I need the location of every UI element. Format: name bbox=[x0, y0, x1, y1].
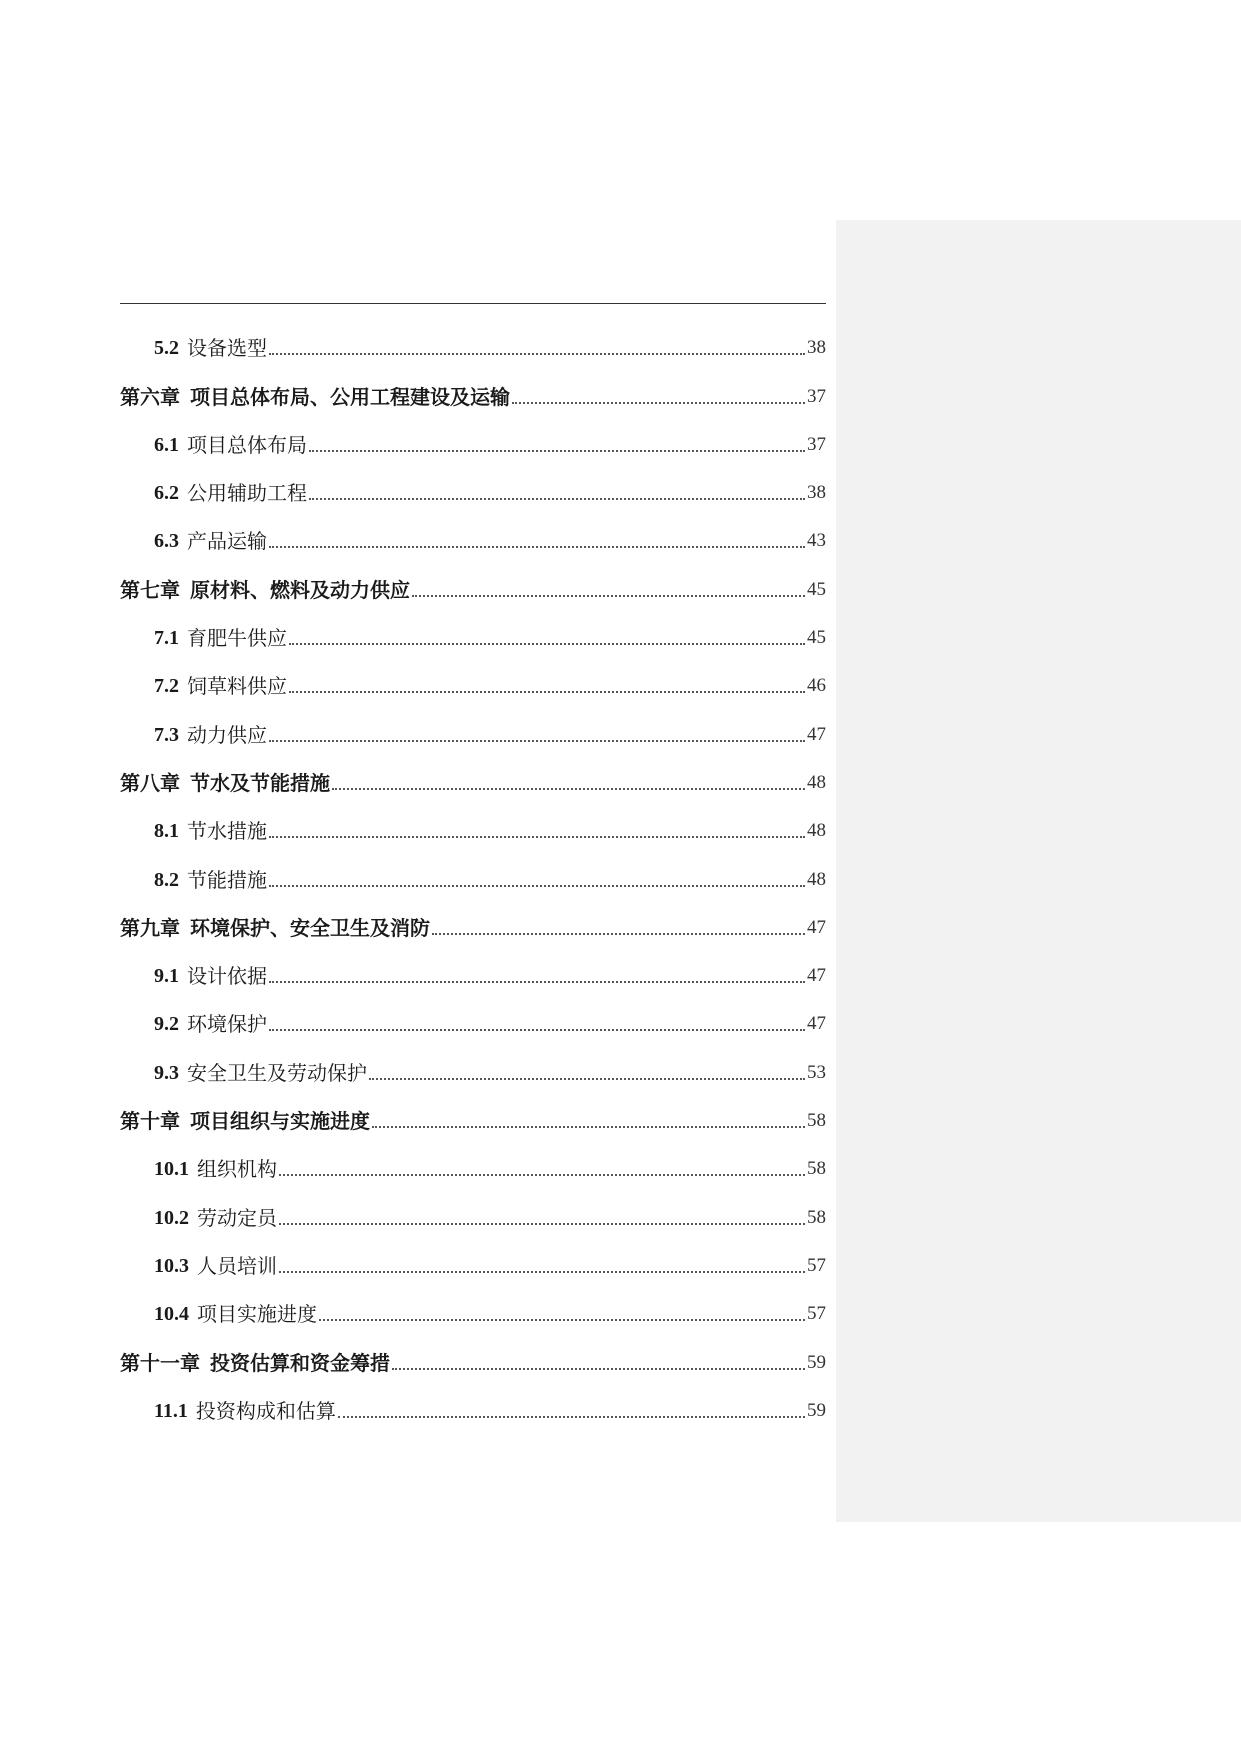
toc-page-number: 47 bbox=[807, 1013, 826, 1035]
toc-entry-title: 公用辅助工程 bbox=[187, 481, 307, 506]
toc-entry-title: 节水措施 bbox=[187, 819, 267, 844]
toc-page-number: 47 bbox=[807, 916, 826, 938]
toc-section-entry[interactable] bbox=[120, 946, 826, 994]
toc-section-entry[interactable] bbox=[120, 801, 826, 849]
toc-dot-leader bbox=[338, 1416, 805, 1418]
toc-page-number: 58 bbox=[807, 1158, 826, 1180]
toc-entry-number: 第十章 bbox=[120, 1109, 180, 1134]
toc-section-entry[interactable] bbox=[120, 608, 826, 656]
toc-entry-title: 项目总体布局、公用工程建设及运输 bbox=[190, 384, 510, 409]
toc-section-entry[interactable] bbox=[120, 1284, 826, 1332]
toc-page-number: 48 bbox=[807, 771, 826, 793]
toc-section-entry[interactable] bbox=[120, 704, 826, 752]
toc-dot-leader bbox=[412, 595, 805, 597]
toc-entry-number: 6.1 bbox=[154, 433, 179, 456]
toc-entry-title: 产品运输 bbox=[187, 529, 267, 554]
toc-page-number: 46 bbox=[807, 675, 826, 697]
toc-page-number: 53 bbox=[807, 1061, 826, 1083]
toc-entry-number: 10.2 bbox=[154, 1206, 189, 1229]
toc-entry-title: 设备选型 bbox=[187, 336, 267, 361]
toc-entry-title: 饲草料供应 bbox=[187, 674, 287, 699]
toc-entry-number: 第八章 bbox=[120, 770, 180, 795]
table-of-contents bbox=[120, 318, 826, 1429]
toc-page-number: 59 bbox=[807, 1351, 826, 1373]
toc-section-entry[interactable] bbox=[120, 463, 826, 511]
toc-section-entry[interactable] bbox=[120, 1042, 826, 1090]
toc-section-entry[interactable] bbox=[120, 415, 826, 463]
toc-entry-number: 6.3 bbox=[154, 530, 179, 553]
toc-entry-number: 7.3 bbox=[154, 723, 179, 746]
toc-entry-number: 第十一章 bbox=[120, 1350, 200, 1375]
toc-entry-title: 项目实施进度 bbox=[197, 1302, 317, 1327]
toc-entry-title: 动力供应 bbox=[187, 722, 267, 747]
toc-page-number: 57 bbox=[807, 1254, 826, 1276]
toc-entry-number: 10.3 bbox=[154, 1254, 189, 1277]
toc-entry-number: 9.3 bbox=[154, 1061, 179, 1084]
toc-page-number: 58 bbox=[807, 1206, 826, 1228]
toc-dot-leader bbox=[369, 1078, 805, 1080]
toc-page-number: 37 bbox=[807, 433, 826, 455]
toc-chapter-entry[interactable] bbox=[120, 366, 826, 414]
toc-page-number: 47 bbox=[807, 965, 826, 987]
toc-section-entry[interactable] bbox=[120, 1236, 826, 1284]
toc-dot-leader bbox=[392, 1368, 805, 1370]
toc-section-entry[interactable] bbox=[120, 656, 826, 704]
toc-entry-number: 11.1 bbox=[154, 1399, 188, 1422]
toc-entry-title: 投资估算和资金筹措 bbox=[210, 1350, 390, 1375]
toc-dot-leader bbox=[269, 353, 805, 355]
toc-section-entry[interactable] bbox=[120, 1187, 826, 1235]
toc-dot-leader bbox=[279, 1271, 805, 1273]
toc-dot-leader bbox=[319, 1319, 805, 1321]
toc-chapter-entry[interactable] bbox=[120, 898, 826, 946]
toc-page-number: 37 bbox=[807, 385, 826, 407]
toc-entry-number: 8.1 bbox=[154, 820, 179, 843]
toc-section-entry[interactable] bbox=[120, 994, 826, 1042]
header-rule bbox=[120, 303, 826, 304]
toc-dot-leader bbox=[289, 691, 805, 693]
toc-chapter-entry[interactable] bbox=[120, 559, 826, 607]
toc-entry-title: 安全卫生及劳动保护 bbox=[187, 1060, 367, 1085]
toc-entry-title: 节水及节能措施 bbox=[190, 770, 330, 795]
toc-entry-number: 7.1 bbox=[154, 627, 179, 650]
toc-page-number: 47 bbox=[807, 723, 826, 745]
toc-dot-leader bbox=[512, 402, 805, 404]
toc-chapter-entry[interactable] bbox=[120, 1091, 826, 1139]
toc-entry-title: 人员培训 bbox=[197, 1253, 277, 1278]
toc-entry-number: 9.1 bbox=[154, 965, 179, 988]
toc-dot-leader bbox=[269, 546, 805, 548]
toc-page-number: 45 bbox=[807, 578, 826, 600]
toc-page-number: 58 bbox=[807, 1110, 826, 1132]
toc-entry-number: 第九章 bbox=[120, 915, 180, 940]
toc-entry-number: 10.4 bbox=[154, 1303, 189, 1326]
toc-dot-leader bbox=[332, 788, 805, 790]
toc-entry-title: 设计依据 bbox=[187, 964, 267, 989]
toc-dot-leader bbox=[269, 740, 805, 742]
toc-entry-number: 5.2 bbox=[154, 337, 179, 360]
toc-dot-leader bbox=[269, 836, 805, 838]
toc-entry-title: 项目组织与实施进度 bbox=[190, 1109, 370, 1134]
toc-dot-leader bbox=[309, 450, 805, 452]
toc-entry-number: 10.1 bbox=[154, 1158, 189, 1181]
toc-chapter-entry[interactable] bbox=[120, 753, 826, 801]
toc-dot-leader bbox=[269, 1029, 805, 1031]
toc-entry-number: 9.2 bbox=[154, 1013, 179, 1036]
toc-section-entry[interactable] bbox=[120, 849, 826, 897]
toc-entry-number: 8.2 bbox=[154, 868, 179, 891]
toc-page-number: 38 bbox=[807, 337, 826, 359]
toc-entry-title: 节能措施 bbox=[187, 867, 267, 892]
toc-dot-leader bbox=[279, 1174, 805, 1176]
toc-entry-title: 育肥牛供应 bbox=[187, 626, 287, 651]
toc-entry-title: 项目总体布局 bbox=[187, 432, 307, 457]
toc-entry-number: 7.2 bbox=[154, 675, 179, 698]
toc-entry-title: 原材料、燃料及动力供应 bbox=[190, 577, 410, 602]
toc-entry-title: 劳动定员 bbox=[197, 1205, 277, 1230]
toc-entry-title: 组织机构 bbox=[197, 1157, 277, 1182]
toc-page-number: 43 bbox=[807, 530, 826, 552]
toc-section-entry[interactable] bbox=[120, 1139, 826, 1187]
toc-entry-title: 环境保护 bbox=[187, 1012, 267, 1037]
toc-dot-leader bbox=[309, 498, 805, 500]
comment-pane bbox=[836, 220, 1241, 1522]
toc-section-entry[interactable] bbox=[120, 511, 826, 559]
toc-entry-number: 第七章 bbox=[120, 577, 180, 602]
toc-dot-leader bbox=[289, 643, 805, 645]
toc-chapter-entry[interactable] bbox=[120, 1332, 826, 1380]
toc-entry-title: 投资构成和估算 bbox=[195, 1398, 336, 1423]
toc-page-number: 48 bbox=[807, 820, 826, 842]
toc-page-number: 57 bbox=[807, 1303, 826, 1325]
toc-dot-leader bbox=[269, 981, 805, 983]
toc-section-entry[interactable] bbox=[120, 318, 826, 366]
toc-entry-title: 环境保护、安全卫生及消防 bbox=[190, 915, 430, 940]
toc-page-number: 48 bbox=[807, 868, 826, 890]
toc-dot-leader bbox=[432, 933, 805, 935]
toc-section-entry[interactable] bbox=[120, 1381, 826, 1429]
toc-dot-leader bbox=[279, 1223, 805, 1225]
toc-dot-leader bbox=[269, 885, 805, 887]
toc-entry-number: 6.2 bbox=[154, 482, 179, 505]
toc-entry-number: 第六章 bbox=[120, 384, 180, 409]
toc-page-number: 38 bbox=[807, 482, 826, 504]
toc-page-number: 45 bbox=[807, 627, 826, 649]
toc-dot-leader bbox=[372, 1126, 805, 1128]
toc-page-number: 59 bbox=[807, 1399, 826, 1421]
